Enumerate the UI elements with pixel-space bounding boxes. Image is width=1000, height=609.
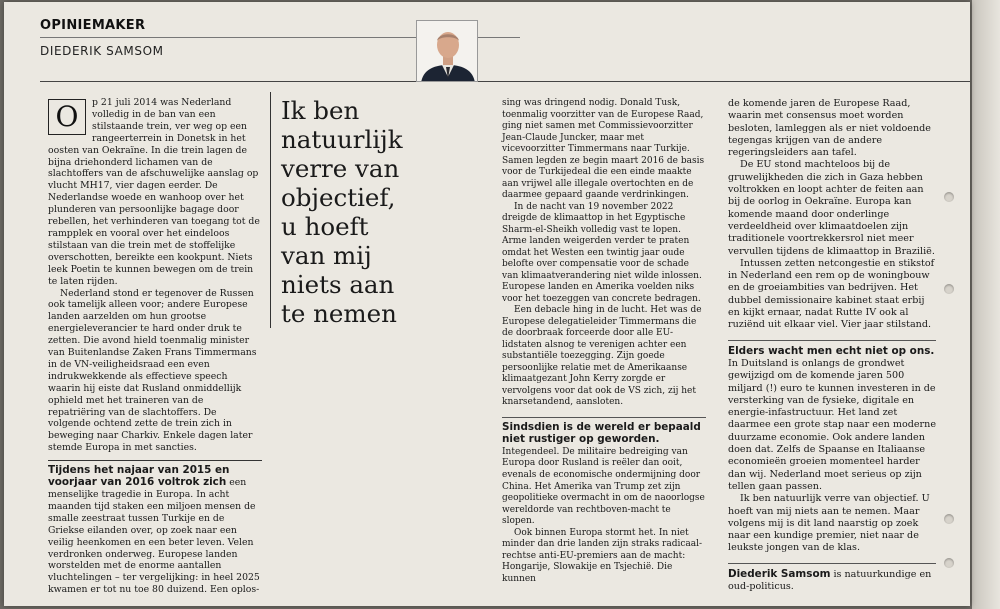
paragraph: Ik ben natuurlijk verre van objectief. U hoeft van mij niets aan te nemen. Maar volgens mij is dit land naarstig op zoek naar een kundige premier, niet naar de leukste jongen van de klas.: [728, 493, 930, 554]
column-4: [728, 98, 936, 593]
adjacent-page: [972, 0, 1000, 609]
paragraph-text: Integendeel. De militaire bedreiging van Europa door Rusland is reëler dan ooit, evenals de economische ondermijning door China. Het Amerika van Trump zet zijn geopolitieke overmacht in om de naoorlogse wereldorde van rechtboven-macht te slopen.: [502, 446, 705, 527]
paragraph: de komende jaren de Europese Raad, waarin met consensus moet worden besloten, lamleggen als er niet voldoende tegengas krijgen van de andere regeringsleiders aan tafel.: [728, 98, 931, 159]
pull-quote-line: verre van: [281, 154, 400, 183]
pull-quote-line: u hoeft: [281, 212, 369, 241]
signature-bio: is natuurkundige en oud-politicus.: [728, 568, 932, 592]
paragraph: Intussen zetten netcongestie en stikstof in Nederland een rem op de woningbouw en de groeiambities van bedrijven. Het dubbel demissionaire kabinet staat erbij en kijkt ernaar, nadat Rutte IV ook al ruziënd uit elkaar viel. Vier jaar stilstand.: [728, 257, 935, 331]
pull-quote-line: van mij: [281, 241, 372, 270]
paragraph: In de nacht van 19 november 2022 dreigde de klimaattop in het Egyptische Sharm-el-Sheikh volledig vast te lopen. Arme landen weigerden verder te praten omdat het Westen een twintig jaar oude belofte over compensatie voor de schade van klimaatverandering niet wilde inlossen. Europese landen en Amerika voelden niks voor het toezeggen van concrete bedragen.: [502, 201, 702, 304]
column-3: [502, 98, 706, 585]
paragraph: sing was dringend nodig. Donald Tusk, toenmalig voorzitter van de Europese Raad, ging niet samen met Commissievoorzitter Jean-Claude Juncker, maar met vicevoorzitter Timmermans naar Turkije. Samen legden ze begin maart 2016 de basis voor de Turkijedeal die een einde maakte aan vrijwel alle illegale overtochten en de daarmee gepaard gaande verdrinkingen.: [502, 98, 705, 201]
signature-name: Diederik Samsom: [728, 567, 831, 580]
author-signature: [728, 563, 936, 594]
paragraph-with-subhead: [502, 417, 706, 528]
pull-quote-line: objectief,: [281, 183, 396, 212]
pull-quote-line: Ik ben: [281, 96, 360, 125]
pull-quote-line: te nemen: [281, 299, 397, 328]
paragraph-with-subhead: [48, 460, 262, 596]
drop-cap: O: [48, 99, 86, 135]
inline-subhead: Tijdens het najaar van 2015 en voorjaar van 2016 voltrok zich: [48, 464, 230, 489]
header-rule: [40, 81, 970, 82]
paragraph: Ook binnen Europa stormt het. In niet minder dan drie landen zijn straks radicaal-rechtse anti-EU-premiers aan de macht: Hongarije, Slowakije en Tsjechië. Die kunnen: [502, 527, 703, 584]
binder-hole: [944, 558, 954, 568]
intro-paragraph: [48, 97, 262, 288]
author-byline: DIEDERIK SAMSOM: [40, 44, 164, 58]
paragraph: Nederland stond er tegenover de Russen ook tamelijk alleen voor; andere Europese landen aarzelden om hun grootse energieleverancier te hard onder druk te zetten. Die avond hield toenmalig minister van Buitenlandse Zaken Frans Timmermans in de VN-veiligheidsraad een even indrukwekkende als effectieve speech waarin hij eiste dat Rusland onmiddellijk ophield met het traineren van de repatriëring van de slachtoffers. De volgende ochtend zette de trein zich in beweging naar Charkiv. Enkele dagen later stemde Europa in met sancties.: [48, 287, 257, 454]
paragraph-with-subhead: [728, 340, 936, 494]
pull-quote: [270, 92, 485, 328]
inline-subhead: Elders wacht men echt niet op ons.: [728, 344, 935, 357]
paragraph-text: In Duitsland is onlangs de grondwet gewijzigd om de komende jaren 500 miljard (!) euro te kunnen investeren in de versterking van de fysieke, digitale en energie-infastructuur. Het land zet daarmee een grote stap naar een moderne duurzame economie. Ook andere landen doen dat. Zelfs de Spaanse en Italiaanse economieën groeien momenteel harder dan wij. Nederland moet serieus op zijn tellen gaan passen.: [728, 357, 936, 492]
inline-subhead: Sindsdien is de wereld er bepaald niet rustiger op geworden.: [502, 420, 701, 446]
pull-quote-line: natuurlijk: [281, 125, 403, 154]
pull-quote-line: niets aan: [281, 270, 395, 299]
binder-hole: [944, 284, 954, 294]
paragraph-text: p 21 juli 2014 was Nederland volledig in de ban van een stilstaande trein, ver weg op een rangeerterrein in Donetsk in het oosten van Oekraïne. In die trein lagen de bijna driehonderd lichamen van de slachtoffers van de afschuwelijke aanslag op vlucht MH17, vier dagen eerder. De Nederlandse woede en wanhoop over het plunderen van persoonlijke bagage door rebellen, het verhinderen van toegang tot de rampplek en vooral over het eindeloos stilstaan van die trein met de stoffelijke overschotten, bereikte een kookpunt. Niets leek Poetin te kunnen bewegen om de trein te laten rijden.: [48, 97, 260, 287]
paragraph-text: een menselijke tragedie in Europa. In acht maanden tijd staken een miljoen mensen de smalle zeestraat tussen Turkije en de Griekse eilanden over, op zoek naar een veilig heenkomen en een beter leven. Velen verdronken onderweg. Europese landen worstelden met de enorme aantallen vluchtelingen – ter vergelijking: in heel 2025 kwamen er tot nu toe 80 duizend. Een oplos-: [48, 477, 260, 596]
binder-hole: [944, 192, 954, 202]
column-1: [48, 97, 262, 596]
section-label: OPINIEMAKER: [40, 18, 520, 38]
newspaper-page: [4, 2, 970, 606]
binder-hole: [944, 514, 954, 524]
paragraph: De EU stond machteloos bij de gruwelijkheden die zich in Gaza hebben voltrokken en loopt achter de feiten aan bij de oorlog in Oekraïne. Europa kan komende maand door onderlinge verdeeldheid over klimaatdoelen zijn traditionele voortrekkersrol niet meer vervullen tijdens de klimaattop in Brazilië.: [728, 159, 935, 257]
paragraph: Een debacle hing in de lucht. Het was de Europese delegatieleider Timmermans die de doorbraak forceerde door alle EU-lidstaten alsnog te verenigen achter een substantiële toezegging. Zijn goede persoonlijke relatie met de Amerikaanse klimaatgezant John Kerry zorgde er vervolgens voor dat ook de VS zich, zij het knarsetandend, aansloten.: [502, 305, 702, 408]
author-photo: [416, 20, 478, 82]
